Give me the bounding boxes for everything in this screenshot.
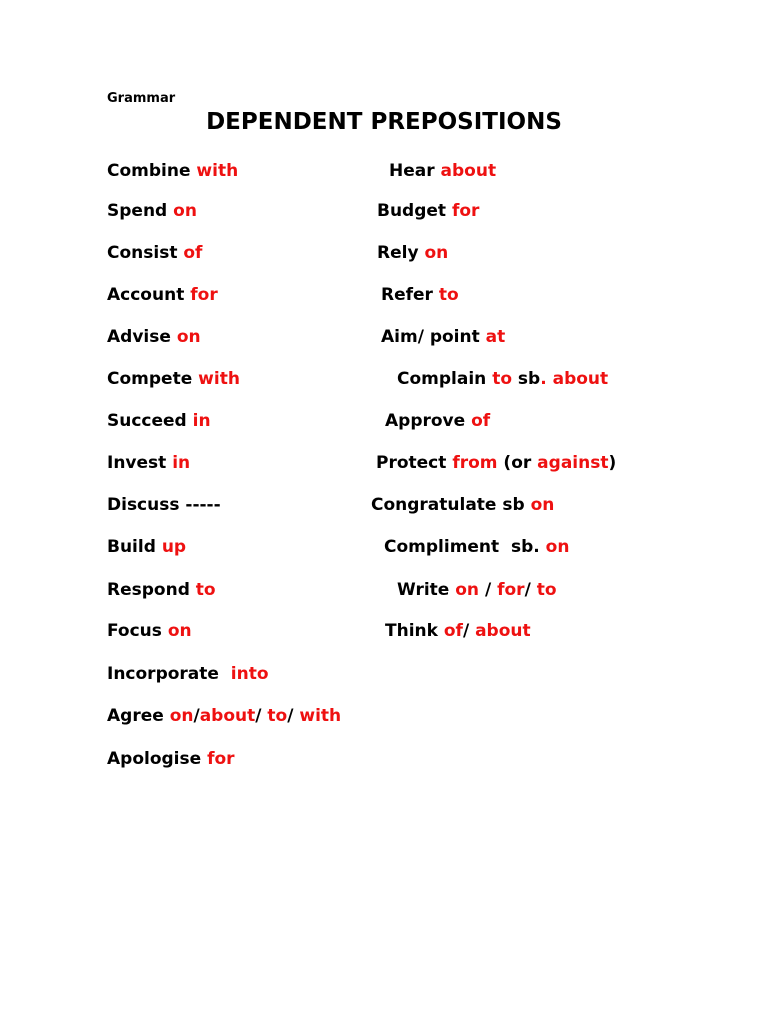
verb-text: Consist <box>107 243 184 263</box>
right-entry <box>377 242 448 264</box>
right-entry <box>397 368 608 390</box>
right-entry <box>384 536 569 558</box>
right-entry <box>397 579 557 601</box>
preposition-text: . about <box>540 369 609 389</box>
right-entry <box>389 160 496 182</box>
left-entry <box>107 494 221 516</box>
left-entry <box>107 452 190 474</box>
left-entry <box>107 663 269 685</box>
preposition-text: about <box>475 621 531 641</box>
preposition-text: on <box>173 201 197 221</box>
left-entry <box>107 410 211 432</box>
connector-text: / <box>462 621 476 641</box>
preposition-text: on <box>545 537 570 557</box>
connector-text: / <box>479 580 498 600</box>
preposition-text: on <box>424 243 449 263</box>
preposition-text: of <box>443 621 463 641</box>
verb-text: Succeed <box>107 411 193 431</box>
right-entry <box>385 620 531 642</box>
verb-text: Approve <box>385 411 472 431</box>
preposition-text: to <box>267 706 288 726</box>
right-entry <box>381 326 505 348</box>
connector-text: sb <box>512 369 541 389</box>
preposition-text: into <box>230 664 269 684</box>
verb-text: Advise <box>107 327 177 347</box>
preposition-text: at <box>485 327 506 347</box>
preposition-text: to <box>195 580 216 600</box>
right-entry <box>385 410 490 432</box>
left-entry <box>107 242 202 264</box>
connector-text: (or <box>497 453 538 473</box>
connector-text: ) <box>608 453 617 473</box>
right-entry <box>371 494 554 516</box>
connector-text: / <box>524 580 537 600</box>
preposition-text: with <box>299 706 342 726</box>
connector-text: / <box>193 706 200 726</box>
left-entry <box>107 284 218 306</box>
right-entry <box>377 200 479 222</box>
preposition-text: on <box>169 706 194 726</box>
preposition-text: for <box>190 285 218 305</box>
preposition-text: on <box>530 495 555 515</box>
right-entry <box>376 452 616 474</box>
right-entry <box>381 284 459 306</box>
preposition-text: of <box>471 411 491 431</box>
verb-text: Hear <box>389 161 441 181</box>
left-entry <box>107 536 186 558</box>
page-title: DEPENDENT PREPOSITIONS <box>206 109 562 135</box>
connector-text: / <box>255 706 268 726</box>
verb-text: Account <box>107 285 191 305</box>
preposition-text: to <box>492 369 512 389</box>
verb-text: Invest <box>107 453 173 473</box>
subject-label: Grammar <box>107 91 176 106</box>
preposition-text: on <box>176 327 201 347</box>
preposition-text: with <box>196 161 239 181</box>
preposition-text: for <box>497 580 525 600</box>
verb-text: Incorporate <box>107 664 231 684</box>
verb-text: Refer <box>381 285 439 305</box>
left-entry <box>107 705 341 727</box>
verb-text: Think <box>385 621 444 641</box>
preposition-text: from <box>452 453 498 473</box>
verb-text: Respond <box>107 580 196 600</box>
preposition-text: against <box>537 453 609 473</box>
verb-text: Congratulate sb <box>371 495 531 515</box>
verb-text: Focus <box>107 621 168 641</box>
verb-text: Agree <box>107 706 170 726</box>
connector-text: / <box>287 706 300 726</box>
verb-text: Protect <box>376 453 453 473</box>
verb-text: Spend <box>107 201 174 221</box>
preposition-text: for <box>207 749 235 769</box>
verb-text: Budget <box>377 201 452 221</box>
left-entry <box>107 160 238 182</box>
left-entry <box>107 620 192 642</box>
preposition-text: with <box>198 369 240 389</box>
verb-text: Discuss ----- <box>107 495 221 515</box>
preposition-text: of <box>183 243 203 263</box>
verb-text: Build <box>107 537 162 557</box>
left-entry <box>107 748 235 770</box>
preposition-text: in <box>172 453 191 473</box>
verb-text: Write <box>397 580 456 600</box>
preposition-text: about <box>440 161 497 181</box>
preposition-text: in <box>192 411 211 431</box>
preposition-text: to <box>536 580 557 600</box>
left-entry <box>107 200 197 222</box>
verb-text: Combine <box>107 161 197 181</box>
preposition-text: for <box>451 201 480 221</box>
verb-text: Compete <box>107 369 199 389</box>
preposition-text: about <box>199 706 256 726</box>
verb-text: Complain <box>397 369 493 389</box>
left-entry <box>107 579 216 601</box>
preposition-text: up <box>161 537 187 557</box>
verb-text: Apologise <box>107 749 208 769</box>
preposition-text: on <box>455 580 480 600</box>
verb-text: Rely <box>377 243 425 263</box>
left-entry <box>107 326 201 348</box>
preposition-text: on <box>167 621 192 641</box>
preposition-text: to <box>438 285 459 305</box>
left-entry <box>107 368 240 390</box>
verb-text: Compliment sb. <box>384 537 546 557</box>
verb-text: Aim/ point <box>381 327 486 347</box>
